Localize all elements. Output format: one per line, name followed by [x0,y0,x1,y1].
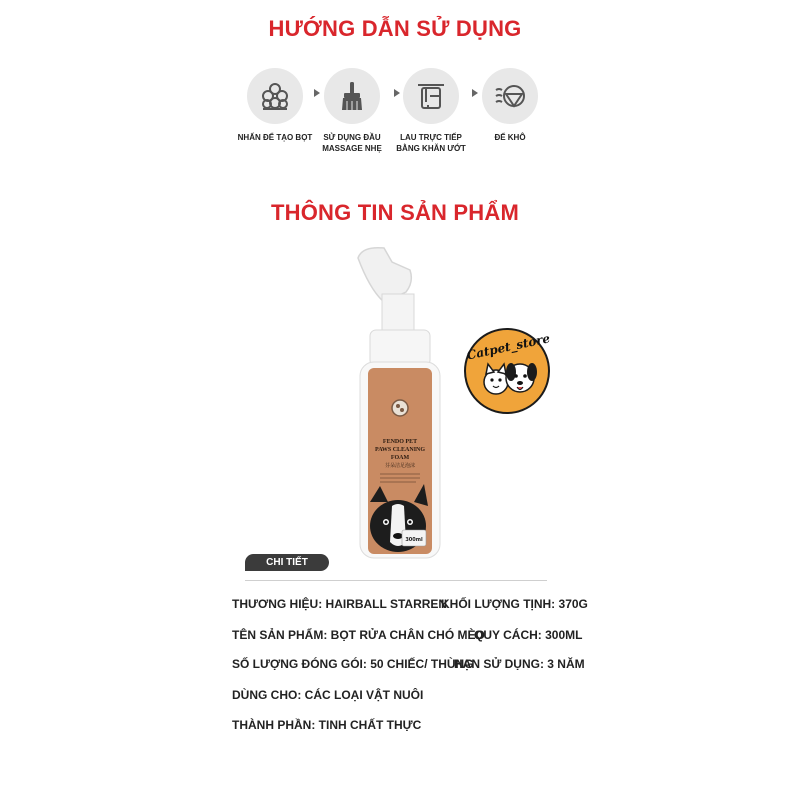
spec-brand: THƯƠNG HIỆU: HAIRBALL STARREN [232,597,448,611]
dry-icon [482,68,538,124]
bottle-volume: 300ml [405,537,423,543]
step-label: LAU TRỰC TIẾP BẰNG KHĂN ƯỚT [396,133,466,153]
bottle-line3: FOAM [390,455,410,461]
detail-badge: CHI TIẾT [245,554,329,571]
spec-for: DÙNG CHO: CÁC LOẠI VẬT NUÔI [232,688,424,702]
bottle-line2: PAWS CLEANING [374,447,426,453]
step-label: SỬ DỤNG ĐẦU MASSAGE NHẸ [322,133,382,153]
info-title: THÔNG TIN SẢN PHẨM [270,200,520,225]
usage-title: HƯỚNG DẪN SỬ DỤNG [268,16,522,41]
towel-icon [403,68,459,124]
divider [245,580,547,581]
spec-weight: KHỐI LƯỢNG TỊNH: 370G [441,597,588,611]
bottle-line1: FENDO PET [382,439,418,445]
spec-size: QUY CÁCH: 300ML [474,628,583,642]
spec-pack: SỐ LƯỢNG ĐÓNG GÓI: 50 CHIẾC/ THÙNG [232,657,474,671]
step-label: ĐỂ KHÔ [494,133,526,142]
foam-icon [247,68,303,124]
spec-name: TÊN SẢN PHẨM: BỌT RỬA CHÂN CHÓ MÈO [232,628,485,642]
spec-expiry: HẠN SỬ DỤNG: 3 NĂM [454,657,585,671]
product-bottle-image [340,240,460,565]
step-label: NHẤN ĐỂ TẠO BỌT [237,133,313,142]
bottle-cn: 芬朵洁足泡沫 [384,463,416,469]
brush-icon [324,68,380,124]
step-dry [455,68,565,143]
store-logo-text: Catpet_store [465,331,552,363]
spec-ingredient: THÀNH PHẦN: TINH CHẤT THỰC [232,718,422,732]
